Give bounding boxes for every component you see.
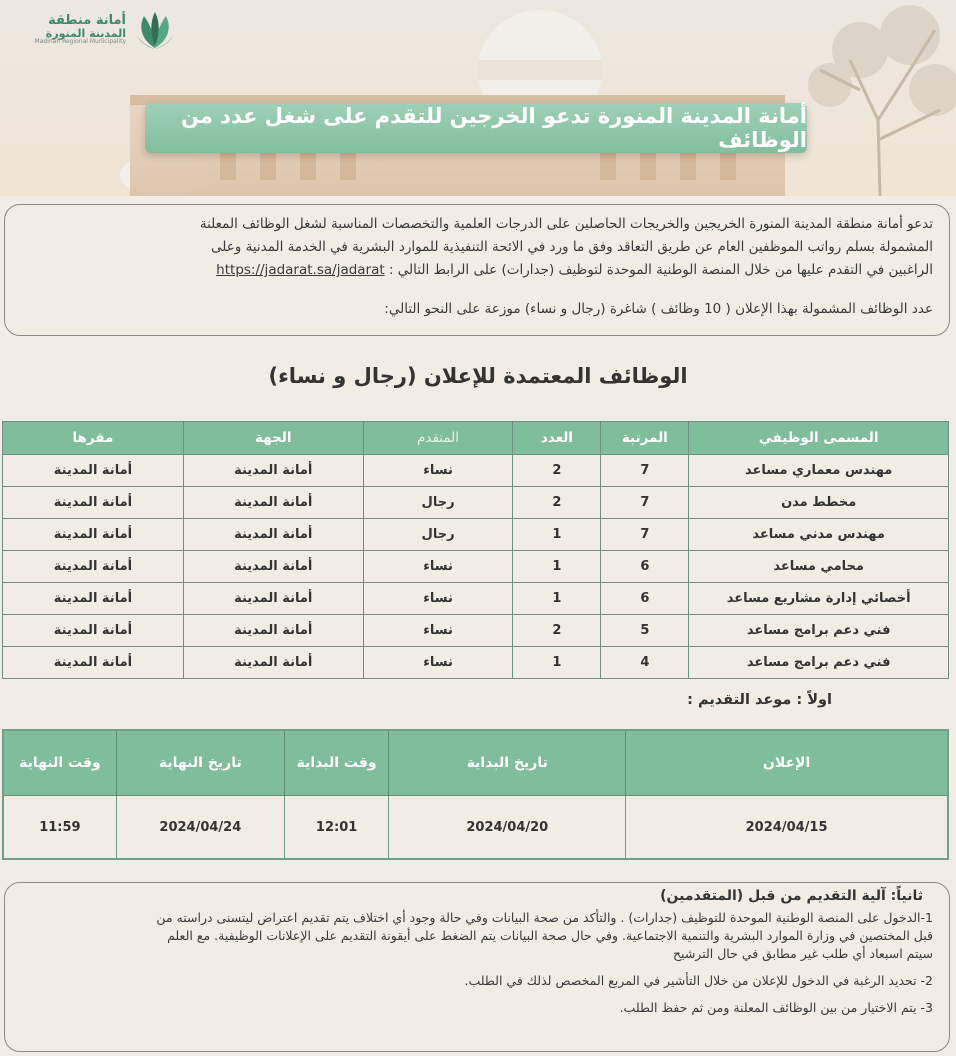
cell-rank: 7 [601,455,689,487]
intro-line-1: تدعو أمانة منطقة المدينة المنورة الخريجين والخريجات الحاصلين على الدرجات العلمية والتخصصات المناسبة لشغل الوظائف المعلنة [199,216,933,232]
table-row [3,615,949,647]
cell-location: أمانة المدينة [3,647,184,679]
header-end-time: وقت النهاية [3,730,116,796]
cell-count: 1 [513,551,601,583]
step-1-line-1: 1-الدخول على المنصة الوطنية الموحدة للتوظيف (جدارات) . والتأكد من صحة البيانات وفي حالة وجود أي اختلاف يتم تقديم اعتراض ليتسنى دراسته من [156,910,933,925]
header-start-time: وقت البداية [284,730,389,796]
announcement-title-banner [145,103,807,153]
cell-entity: أمانة المدينة [183,487,363,519]
end-time: 11:59 [3,796,116,860]
cell-applicant: نساء [363,455,513,487]
header-start-date: تاريخ البداية [389,730,626,796]
cell-rank: 6 [601,583,689,615]
jobs-count-text: عدد الوظائف المشمولة بهذا الإعلان ( 10 وظائف ) شاغرة (رجال و نساء) موزعة على النحو التالي: [384,301,933,317]
announcement-date: 2024/04/15 [626,796,948,860]
cell-job-title: فني دعم برامج مساعد [689,647,949,679]
header-announcement: الإعلان [626,730,948,796]
mechanism-step-1 [21,909,933,963]
cell-applicant: رجال [363,487,513,519]
cell-rank: 5 [601,615,689,647]
start-time: 12:01 [284,796,389,860]
cell-job-title: مهندس مدني مساعد [689,519,949,551]
cell-count: 1 [513,647,601,679]
header-rank: المرتبة [601,422,689,455]
cell-job-title: أخصائي إدارة مشاريع مساعد [689,583,949,615]
step-1-line-2: قبل المختصين في وزارة الموارد البشرية والتنمية الاجتماعية. وفي حال صحة البيانات يتم الضغط على أيقونة التقديم على الإعلانات الوظيفية. مع العلم [167,928,933,943]
cell-job-title: مهندس معماري مساعد [689,455,949,487]
cell-location: أمانة المدينة [3,487,184,519]
intro-line-3 [21,259,933,282]
cell-entity: أمانة المدينة [183,455,363,487]
header-count: العدد [513,422,601,455]
cell-applicant: نساء [363,583,513,615]
table-row [3,519,949,551]
cell-count: 1 [513,583,601,615]
step-1-line-3: سيتم اسبعاد أي طلب غير مطابق في حال الترشيح [672,946,933,961]
cell-entity: أمانة المدينة [183,519,363,551]
cell-location: أمانة المدينة [3,455,184,487]
logo-name-line2: المدينة المنورة [45,26,126,40]
header-hero [0,0,956,196]
header-location: مقرها [3,422,184,455]
cell-rank: 6 [601,551,689,583]
jobs-section-title: الوظائف المعتمدة للإعلان (رجال و نساء) [268,364,688,388]
table-row [3,487,949,519]
cell-applicant: نساء [363,647,513,679]
cell-entity: أمانة المدينة [183,583,363,615]
cell-rank: 7 [601,487,689,519]
announcement-title: أمانة المدينة المنورة تدعو الخرجين للتقدم على شغل عدد من الوظائف [180,104,807,152]
cell-entity: أمانة المدينة [183,551,363,583]
cell-applicant: نساء [363,615,513,647]
cell-count: 1 [513,519,601,551]
start-date: 2024/04/20 [389,796,626,860]
cell-applicant: نساء [363,551,513,583]
logo-name-line1: أمانة منطقة [48,13,126,29]
cell-count: 2 [513,455,601,487]
dates-table-header [3,730,948,796]
cell-location: أمانة المدينة [3,615,184,647]
cell-count: 2 [513,487,601,519]
table-row [3,455,949,487]
application-dates-title: اولاً : موعد التقديم : [687,692,832,708]
cell-entity: أمانة المدينة [183,647,363,679]
header-entity: الجهة [183,422,363,455]
cell-job-title: مخطط مدن [689,487,949,519]
cell-job-title: محامي مساعد [689,551,949,583]
intro-box [4,204,950,336]
mechanism-step-3: 3- يتم الاختيار من بين الوظائف المعلنة ومن ثم حفظ الطلب. [619,1000,933,1015]
jobs-table [2,421,949,679]
cell-applicant: رجال [363,519,513,551]
intro-line-2: المشمولة بسلم رواتب الموظفين العام عن طريق التعاقد وفق ما ورد في الائحة التنفيذية للموارد البشرية في الخدمة المدنية وعلى [210,239,933,255]
municipality-logo [8,8,178,52]
cell-location: أمانة المدينة [3,551,184,583]
cell-location: أمانة المدينة [3,519,184,551]
jadarat-link[interactable]: https://jadarat.sa/jadarat [216,262,385,278]
table-row [3,647,949,679]
cell-count: 2 [513,615,601,647]
application-mechanism-box [4,882,950,1052]
dates-row [3,796,948,860]
logo-english-name: Madinah Regional Municipality [34,38,126,46]
header-job-title: المسمى الوظيفي [689,422,949,455]
cell-rank: 4 [601,647,689,679]
mechanism-title: ثانياً: آلية التقديم من قبل (المتقدمين) [660,888,923,904]
table-row [3,583,949,615]
jobs-table-header [3,422,949,455]
cell-location: أمانة المدينة [3,583,184,615]
header-end-date: تاريخ النهاية [116,730,284,796]
cell-entity: أمانة المدينة [183,615,363,647]
header-applicant: المتقدم [363,422,513,455]
cell-rank: 7 [601,519,689,551]
application-dates-table [2,729,949,860]
mechanism-step-2: 2- تحديد الرغبة في الدخول للإعلان من خلال التأشير في المربع المخصص لذلك في الطلب. [464,973,933,988]
table-row [3,551,949,583]
leaf-logo-icon [132,8,178,52]
intro-line-3-text: الراغبين في التقدم عليها من خلال المنصة الوطنية الموحدة لتوظيف (جدارات) على الرابط التالي : [388,262,933,278]
cell-job-title: فني دعم برامج مساعد [689,615,949,647]
end-date: 2024/04/24 [116,796,284,860]
